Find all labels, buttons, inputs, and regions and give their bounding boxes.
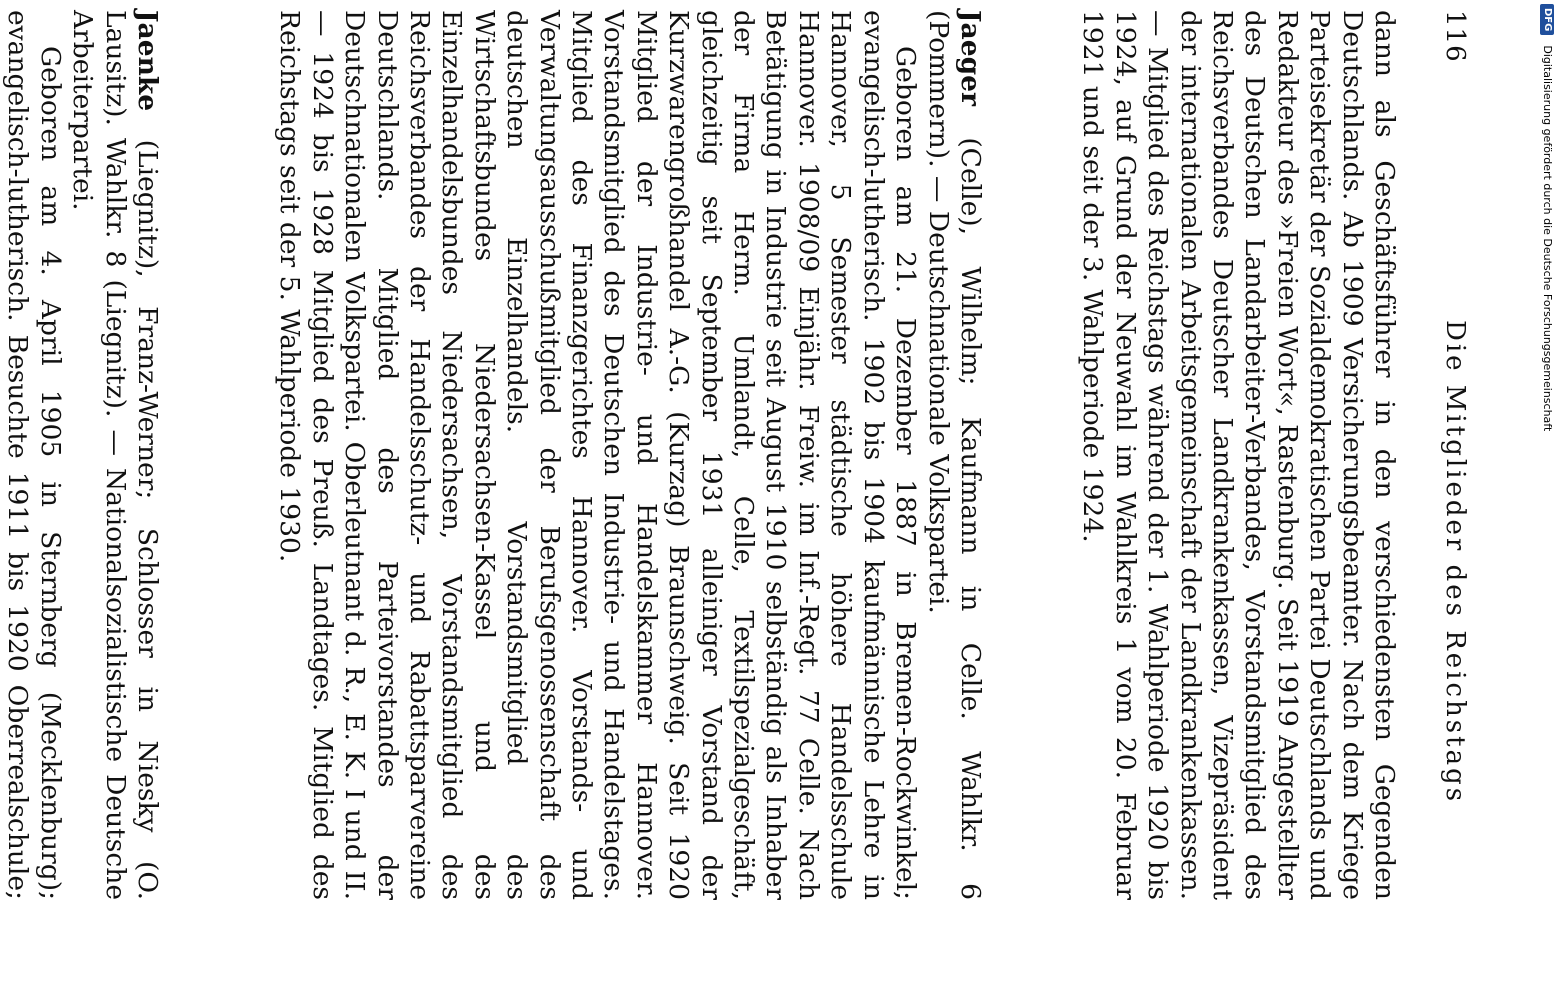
entry-name: Jaeger xyxy=(954,10,986,106)
running-title: Die Mitglieder des Reichstags xyxy=(1440,320,1470,805)
entry-intro: (Celle), Wilhelm; Kaufmann in Celle. Wahlkr. 6 (Pommern). — Deutschnationale Volkspartei. xyxy=(922,10,986,900)
digitization-stamp xyxy=(1538,4,1556,1004)
dfg-logo: DFG xyxy=(1540,4,1554,35)
entry-jaenke-biography: Geboren am 4. April 1905 in Sternberg (Mecklenburg); evangelisch-lutherisch. Besuchte 1911 bis 1920 Oberrealschule; xyxy=(2,10,66,900)
stamp-text: Digitalisierung gefördert durch die Deutsche Forschungsgemeinschaft xyxy=(1541,45,1554,432)
page-header xyxy=(1440,10,1470,910)
entry-jaeger-heading xyxy=(921,10,986,900)
entry-name: Jaenke xyxy=(132,10,163,112)
entry-jaeger-biography: Geboren am 21. Dezember 1887 in Bremen-Rockwinkel; evangelisch-lutherisch. 1902 bis 1904 kaufmännische Lehre in Hannover, 5 Semester städtische höhere Handelsschule Hannover. 1908/09 Einjähr. Freiw. im Inf.-Regt. 77 Celle. Nach Betätigung in Industrie seit August 1910 selbständig als Inhaber der Firma Herm. Umlandt, Celle, Textilspezialgeschäft, gleichzeitig seit September 1931 alleiniger Vorstand der Kurzwarengroßhandel A.-G. (Kurzag) Braunschweig. Seit 1920 Mitglied der Industrie- und Handelskammer Hannover. Vorstandsmitglied des Deutschen Industrie- und Handelstages. Mitglied des Finanzgerichtes Hannover. Vorstands- und Verwaltungsausschußmitglied der Berufsgenossenschaft des deutschen Einzelhandels. Vorstandsmitglied des Wirtschaftsbundes Niedersachsen-Kassel und des Einzelhandelsbundes Niedersachsen, Vorstandsmitglied des Reichsverbandes der Handelsschutz- und Rabattsparvereine Deutschlands. Mitglied des Parteivorstandes der Deutschnationalen Volkspartei. Oberleutnant d. R., E. K. I und II. — 1924 bis 1928 Mitglied des Preuß. Landtages. Mitglied des Reichstags seit der 5. Wahlperiode 1930. xyxy=(274,10,922,900)
entry-jaenke-heading xyxy=(66,10,163,900)
page-body xyxy=(0,10,1400,900)
entry-intro: (Liegnitz), Franz-Werner; Schlosser in Niesky (O. Lausitz). Wahlkr. 8 (Liegnitz). — Nationalsozialistische Deutsche Arbeiterpartei. xyxy=(67,10,163,900)
continued-entry-paragraph: dann als Geschäftsführer in den verschiedensten Gegenden Deutschlands. Ab 1909 Versicherungsbeamter. Nach dem Kriege Parteisekretär der Sozialdemokratischen Partei Deutschlands und Redakteur des »Freien Wort«, Rastenburg. Seit 1919 Angestellter des Deutschen Landarbeiter-Verbandes, Vorstandsmitglied des Reichsverbandes Deutscher Landkrankenkassen, Vizepräsident der internationalen Arbeitsgemeinschaft der Landkrankenkassen. — Mitglied des Reichstags während der 1. Wahlperiode 1920 bis 1924, auf Grund der Neuwahl im Wahlkreis 1 vom 20. Februar 1921 und seit der 3. Wahlperiode 1924. xyxy=(1077,10,1400,900)
page-number: 116 xyxy=(1440,10,1470,63)
